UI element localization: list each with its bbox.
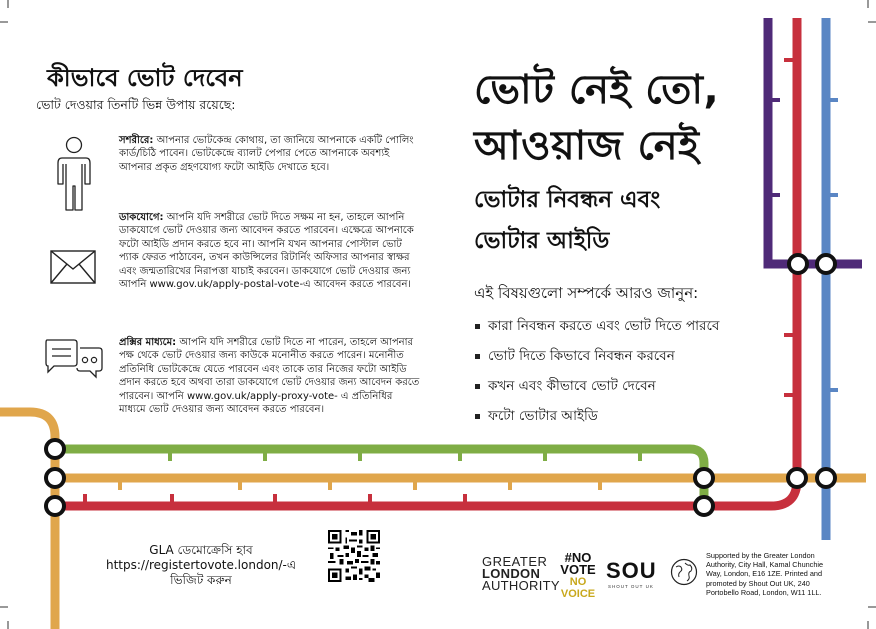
method-in-person-text: আপনার ভোটকেন্দ্র কোথায়, তা জানিয়ে আপনাকে একটি পোলিং কার্ড/চিঠি পাবেন। ভোটকেন্দ্রে ব্যালট পেপার পেতে আপনাকে অবশ্যই আপনার প্রকৃত গ্রহণযোগ্য ফটো আইডি দেখাতে হবে। bbox=[119, 135, 414, 173]
democracy-hub-text bbox=[96, 543, 306, 588]
hub-line1: GLA ডেমোক্রেসি হাব bbox=[149, 543, 253, 557]
station-marker bbox=[788, 469, 806, 487]
topic-item: কারা নিবন্ধন করতে এবং ভোট দিতে পারবে bbox=[470, 314, 719, 344]
person-icon bbox=[54, 136, 94, 212]
qr-code-icon[interactable] bbox=[326, 528, 382, 584]
topic-item: ফটো ভোটার আইডি bbox=[470, 404, 719, 434]
station-marker bbox=[817, 469, 835, 487]
method-by-post-text: আপনি যদি সশরীরে ভোট দিতে সক্ষম না হন, তাহলে আপনি ডাকযোগে ভোট দেওয়ার জন্য আবেদন করতে পারবেন। এক্ষেত্রে আপনাকে ফটো আইডি প্রদান করতে হবে না। আপনি যখন আপনার পোস্টাল ভোট প্যাক ফেরত পাঠাবেন, তখন কাউন্সিলের রিটার্নিং অফিসার আপনার স্বাক্ষর এবং জন্মতারিখের নিরাপত্তা যাচাই করবেন। ডাকযোগে ভোট দেওয়ার জন্য আপনি www.gov.uk/apply-postal-vote-এ আবেদন করতে পারবেন। bbox=[119, 212, 414, 291]
speech-bubbles-icon bbox=[44, 338, 104, 380]
souk-logo: SOU bbox=[606, 558, 657, 583]
topics-list bbox=[470, 314, 719, 434]
sub-title-line2: ভোটার আইডি bbox=[474, 228, 610, 254]
sub-title bbox=[474, 180, 660, 262]
station-marker bbox=[817, 255, 835, 273]
method-in-person bbox=[119, 134, 421, 174]
globe-icon bbox=[670, 558, 698, 586]
main-title-line2: আওয়াজ নেই bbox=[474, 123, 700, 169]
gla-logo bbox=[482, 556, 560, 592]
station-marker bbox=[46, 440, 64, 458]
station-marker bbox=[789, 255, 807, 273]
envelope-icon bbox=[50, 250, 96, 284]
novote-logo-line1: #NO bbox=[564, 550, 592, 565]
sub-title-line1: ভোটার নিবন্ধন এবং bbox=[474, 187, 661, 213]
hub-url[interactable]: https://registertovote.london/-এ bbox=[105, 558, 297, 572]
how-to-vote-subheading: ভোট দেওয়ার তিনটি ভিন্ন উপায় রয়েছে: bbox=[36, 97, 236, 112]
main-title-line1: ভোট নেই তো, bbox=[474, 67, 720, 113]
station-marker bbox=[46, 469, 64, 487]
hub-line3: ভিজিট করুন bbox=[170, 573, 232, 587]
method-by-proxy-label: প্রক্সির মাধ্যমে: bbox=[119, 337, 177, 348]
novote-logo-line2: VOTE bbox=[560, 562, 596, 577]
topic-item: কখন এবং কীভাবে ভোট দেবেন bbox=[470, 374, 719, 404]
learn-more-text: এই বিষয়গুলো সম্পর্কে আরও জানুন: bbox=[474, 284, 699, 302]
gla-logo-line2: LONDON bbox=[482, 566, 541, 581]
method-by-post-label: ডাকযোগে: bbox=[119, 212, 164, 223]
souk-tagline: SHOUT OUT UK bbox=[608, 584, 654, 589]
novote-logo bbox=[558, 552, 598, 600]
method-by-post bbox=[119, 211, 421, 291]
gla-logo-line3: AUTHORITY bbox=[482, 578, 560, 593]
topic-item: ভোট দিতে কিভাবে নিবন্ধন করবেন bbox=[470, 344, 719, 374]
station-marker bbox=[695, 497, 713, 515]
method-by-proxy-text: আপনি যদি সশরীরে ভোট দিতে না পারেন, তাহলে আপনার পক্ষ থেকে ভোট দেওয়ার জন্য কাউকে মনোনীত করতে পারেন। মনোনীত প্রতিনিধি ভোটকেন্দ্রে যেতে পারবেন এবং তাকে তার নিজের ফটো আইডি প্রদান করতে হবে অথবা তারা ডাকযোগে ভোট দেওয়ার জন্য আবেদন করতে পারবেন। আপনি www.gov.uk/apply-proxy-vote- এ প্রতিনিধির মাধ্যমে ভোট দেওয়ার জন্য আবেদন করতে পারবেন। bbox=[119, 337, 420, 416]
supported-by-text: Supported by the Greater London Authority, City Hall, Kamal Chunchie Way, London, E16 1ZE. Printed and promoted by Shout Out UK, 240 Portobello Road, London, W11 1LL. bbox=[706, 551, 824, 597]
main-title bbox=[474, 62, 719, 174]
method-in-person-label: সশরীরে: bbox=[119, 135, 154, 146]
how-to-vote-heading: কীভাবে ভোট দেবেন bbox=[47, 64, 243, 92]
method-by-proxy bbox=[119, 336, 421, 416]
novote-logo-line3: NO VOICE bbox=[560, 576, 596, 600]
gla-logo-line1: GREATER bbox=[482, 554, 548, 569]
station-marker bbox=[46, 497, 64, 515]
station-marker bbox=[695, 469, 713, 487]
purple-line bbox=[768, 18, 862, 264]
